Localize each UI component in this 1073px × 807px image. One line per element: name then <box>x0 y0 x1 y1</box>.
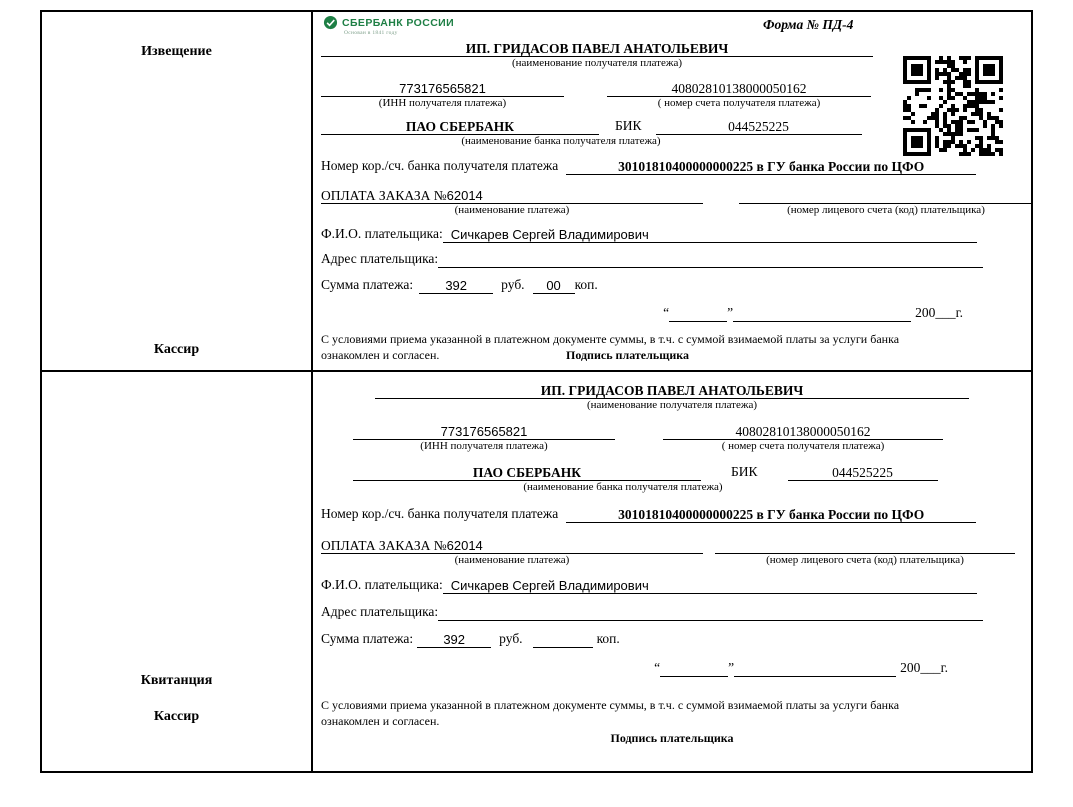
personal-account-caption: (номер лицевого счета (код) плательщика) <box>766 554 964 566</box>
bank-name: ПАО СБЕРБАНК <box>353 464 701 481</box>
kop-label: коп. <box>574 277 598 292</box>
agreement-block <box>321 697 931 729</box>
notice-section <box>42 12 1031 372</box>
order-number: 62014 <box>446 538 483 553</box>
side-label-cashier: Кассир <box>153 709 200 724</box>
sberbank-logo-text: СБЕРБАНК РОССИИ <box>342 16 455 29</box>
payment-name: ОПЛАТА ЗАКАЗА №62014 <box>321 537 703 554</box>
payer-name-value: Сичкарев Сергей Владимирович <box>443 577 977 594</box>
side-label-notice: Извещение <box>141 44 212 59</box>
payer-address-label: Адрес плательщика: <box>321 604 439 619</box>
payment-caption: (наименование платежа) <box>454 554 570 566</box>
rub-label: руб. <box>501 277 525 292</box>
receipt-section <box>42 372 1031 771</box>
qr-code <box>903 56 1003 156</box>
bik-label: БИК <box>615 118 642 133</box>
date-line: “ ” 200___г. <box>654 660 948 675</box>
side-label-receipt: Квитанция <box>140 673 213 688</box>
payer-address-line <box>438 604 983 621</box>
sum-label: Сумма платежа: <box>321 631 414 646</box>
sum-rub-value: 392 <box>417 631 491 648</box>
bank-name: ПАО СБЕРБАНК <box>321 118 599 135</box>
sum-kop-value: 00 <box>533 277 575 294</box>
date-line: “ ” 200___г. <box>663 305 963 320</box>
signature-label: Подпись плательщика <box>610 731 734 745</box>
account-value: 40802810138000050162 <box>663 423 943 440</box>
corr-account-label: Номер кор./сч. банка получателя платежа <box>321 506 559 521</box>
account-caption: ( номер счета получателя платежа) <box>657 97 821 109</box>
bik-label: БИК <box>731 464 758 479</box>
notice-form-cell <box>313 12 1031 370</box>
recipient-caption: (наименование получателя платежа) <box>511 57 683 69</box>
sberbank-logo <box>323 15 454 36</box>
sum-label: Сумма платежа: <box>321 277 414 292</box>
personal-account-line <box>739 187 1031 204</box>
bik-value: 044525225 <box>656 118 862 135</box>
agreement-text: С условиями приема указанной в платежном документе суммы, в т.ч. с суммой взимаемой платы за услуги банка ознакомлен и согласен. <box>321 698 900 728</box>
bank-caption: (наименование банка получателя платежа) <box>461 135 661 147</box>
payment-name: ОПЛАТА ЗАКАЗА №62014 <box>321 187 703 204</box>
payment-caption: (наименование платежа) <box>454 204 570 216</box>
inn-caption: (ИНН получателя платежа) <box>420 440 548 452</box>
payer-name-value: Сичкарев Сергей Владимирович <box>443 226 977 243</box>
kop-label: коп. <box>596 631 620 646</box>
recipient-name: ИП. ГРИДАСОВ ПАВЕЛ АНАТОЛЬЕВИЧ <box>321 40 873 57</box>
sum-kop-value <box>533 631 593 648</box>
payment-form-pd4 <box>40 10 1033 773</box>
receipt-form-cell <box>313 372 1031 771</box>
form-header <box>321 14 1031 40</box>
payer-address-line <box>438 251 983 268</box>
signature-label: Подпись плательщика <box>566 348 689 362</box>
order-number: 62014 <box>446 188 483 203</box>
recipient-name: ИП. ГРИДАСОВ ПАВЕЛ АНАТОЛЬЕВИЧ <box>375 382 969 399</box>
receipt-side-cell <box>42 372 313 771</box>
side-label-cashier: Кассир <box>153 342 200 357</box>
sberbank-logo-icon <box>323 15 338 30</box>
personal-account-caption: (номер лицевого счета (код) плательщика) <box>787 204 985 216</box>
inn-caption: (ИНН получателя платежа) <box>378 97 507 109</box>
rub-label: руб. <box>499 631 523 646</box>
bank-caption: (наименование банка получателя платежа) <box>523 481 723 493</box>
payer-name-label: Ф.И.О. плательщика: <box>321 226 443 241</box>
corr-account-value: 30101810400000000225 в ГУ банка России по ЦФО <box>566 506 976 523</box>
payer-address-label: Адрес плательщика: <box>321 251 439 266</box>
inn-value: 773176565821 <box>353 423 615 440</box>
account-caption: ( номер счета получателя платежа) <box>721 440 885 452</box>
bik-value: 044525225 <box>788 464 938 481</box>
account-value: 40802810138000050162 <box>607 80 871 97</box>
form-number: Форма № ПД-4 <box>763 17 854 32</box>
personal-account-line <box>715 537 1015 554</box>
agreement-text: С условиями приема указанной в платежном документе суммы, в т.ч. с суммой взимаемой платы за услуги банка ознакомлен и согласен. <box>321 332 900 362</box>
agreement-block <box>321 331 931 363</box>
sum-rub-value: 392 <box>419 277 493 294</box>
recipient-caption: (наименование получателя платежа) <box>586 399 758 411</box>
payer-name-label: Ф.И.О. плательщика: <box>321 577 443 592</box>
corr-account-value: 30101810400000000225 в ГУ банка России по ЦФО <box>566 158 976 175</box>
notice-side-cell <box>42 12 313 370</box>
corr-account-label: Номер кор./сч. банка получателя платежа <box>321 158 559 173</box>
sberbank-logo-subtext: Основан в 1841 году <box>344 30 398 36</box>
inn-value: 773176565821 <box>321 80 564 97</box>
